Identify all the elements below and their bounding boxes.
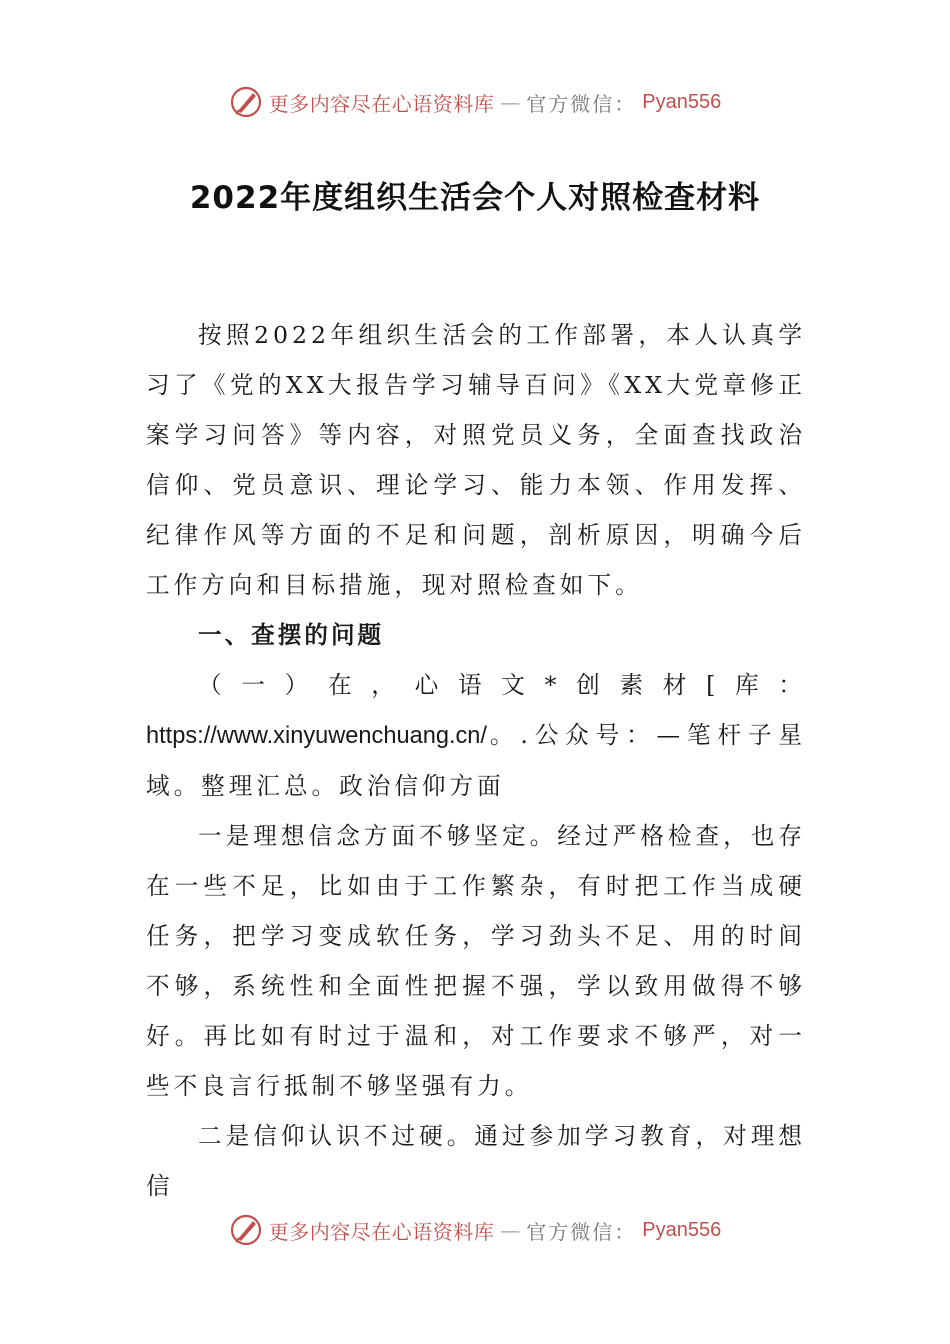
banner-separator: — bbox=[500, 1218, 521, 1242]
banner-wechat-id: Pyan556 bbox=[642, 90, 722, 113]
subheading-prefix: （一）在，心语文*创素材[库： bbox=[198, 671, 806, 699]
header-banner bbox=[0, 82, 950, 122]
document-title: 2022年度组织生活会个人对照检查材料 bbox=[189, 180, 761, 216]
body-paragraph-2: 二是信仰认识不过硬。通过参加学习教育，对理想信 bbox=[146, 1122, 806, 1200]
section-heading: 一、查摆的问题 bbox=[198, 621, 385, 649]
source-url: https://www.xinyuwenchuang.cn/ bbox=[146, 723, 487, 749]
quill-circle-icon bbox=[229, 1213, 263, 1247]
quill-circle-icon bbox=[229, 85, 263, 119]
banner-separator: — bbox=[500, 90, 521, 114]
document-body bbox=[146, 310, 806, 1211]
banner-wechat-id: Pyan556 bbox=[642, 1218, 722, 1241]
intro-paragraph: 按照2022年组织生活会的工作部署，本人认真学习了《党的XX大报告学习辅导百问》《XX大党章修正案学习问答》等内容，对照党员义务，全面查找政治信仰、党员意识、理论学习、能力本领、作用发挥、纪律作风等方面的不足和问题，剖析原因，明确今后工作方向和目标措施，现对照检查如下。 bbox=[146, 321, 806, 599]
banner-text: 更多内容尽在心语资料库 bbox=[268, 91, 495, 116]
banner-text: 更多内容尽在心语资料库 bbox=[268, 1219, 495, 1244]
subheading-suffix: 。.公众号：—笔杆子星域。整理汇总。政治信仰方面 bbox=[146, 721, 806, 800]
footer-banner bbox=[0, 1210, 950, 1250]
body-paragraph-1: 一是理想信念方面不够坚定。经过严格检查，也存在一些不足，比如由于工作繁杂，有时把工作当成硬任务，把学习变成软任务，学习劲头不足、用的时间不够，系统性和全面性把握不强，学以致用做得不够好。再比如有时过于温和，对工作要求不够严，对一些不良言行抵制不够坚强有力。 bbox=[146, 822, 806, 1100]
banner-wechat-label: 官方微信： bbox=[526, 1219, 637, 1244]
subheading-paragraph bbox=[146, 660, 806, 811]
banner-wechat-label: 官方微信： bbox=[526, 91, 637, 116]
